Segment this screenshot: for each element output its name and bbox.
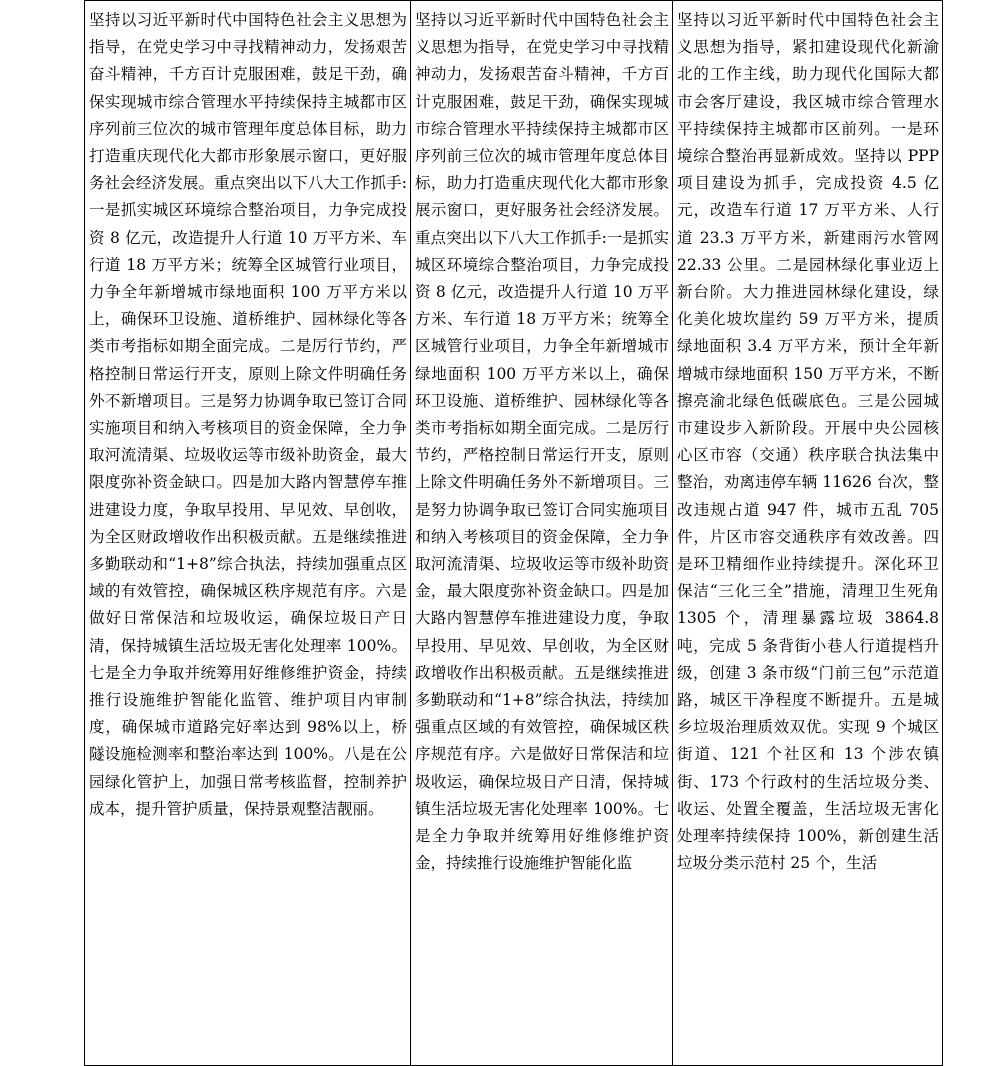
column-cell-3 [673, 1, 943, 1066]
column-cell-2 [411, 1, 673, 1066]
document-table [84, 0, 943, 1066]
column-cell-1 [85, 1, 411, 1066]
column-3-text: 坚持以习近平新时代中国特色社会主义思想为指导，紧扣建设现代化新渝北的工作主线，助力现代化国际大都市会客厅建设，我区城市综合管理水平持续保持主城都市区前列。一是环境综合整治再显新成效。坚持以 PPP 项目建设为抓手，完成投资 4.5 亿元，改造车行道 17 万平方米、人行道 23.3 万平方米，新建雨污水管网 22.33 公里。二是园林绿化事业迈上新台阶。大力推进园林绿化建设，绿化美化坡坎崖约 59 万平方米，提质绿地面积 3.4 万平方米，预计全年新增城市绿地面积 150 万平方米，不断擦亮渝北绿色低碳底色。三是公园城市建设步入新阶段。开展中央公园核心区市容（交通）秩序联合执法集中整治，劝离违停车辆 11626 台次，整改违规占道 947 件，城市五乱 705 件，片区市容交通秩序有效改善。四是环卫精细作业持续提升。深化环卫保洁“三化三全”措施，清理卫生死角 1305 个，清理暴露垃圾 3864.8 吨，完成 5 条背街小巷人行道提档升级，创建 3 条市级“门前三包”示范道路，城区干净程度不断提升。五是城乡垃圾治理质效双优。实现 9 个城区街道、121 个社区和 13 个涉农镇街、173 个行政村的生活垃圾分类、收运、处置全覆盖，生活垃圾无害化处理率持续保持 100%，新创建生活垃圾分类示范村 25 个，生活 [677, 11, 939, 873]
table-row [85, 1, 943, 1066]
column-1-text: 坚持以习近平新时代中国特色社会主义思想为指导，在党史学习中寻找精神动力，发扬艰苦奋斗精神，千方百计克服困难，鼓足干劲，确保实现城市综合管理水平持续保持主城都市区序列前三位次的城市管理年度总体目标，助力打造重庆现代化大都市形象展示窗口，更好服务社会经济发展。重点突出以下八大工作抓手:一是抓实城区环境综合整治项目，力争完成投资 8 亿元，改造提升人行道 10 万平方米、车行道 18 万平方米；统筹全区城管行业项目，力争全年新增城市绿地面积 100 万平方米以上，确保环卫设施、道桥维护、园林绿化等各类市考指标如期全面完成。二是厉行节约，严格控制日常运行开支，原则上除文件明确任务外不新增项目。三是努力协调争取已签订合同实施项目和纳入考核项目的资金保障，全力争取河流清渠、垃圾收运等市级补助资金，最大限度弥补资金缺口。四是加大路内智慧停车推进建设力度，争取早投用、早见效、早创收，为全区财政增收作出积极贡献。五是继续推进多勤联动和“1+8”综合执法，持续加强重点区域的有效管控，确保城区秩序规范有序。六是做好日常保洁和垃圾收运，确保垃圾日产日清，保持城镇生活垃圾无害化处理率 100%。七是全力争取并统筹用好维修维护资金，持续推行设施维护智能化监管、维护项目内审制度，确保城市道路完好率达到 98%以上，桥隧设施检测率和整治率达到 100%。八是在公园绿化管护上，加强日常考核监督，控制养护成本，提升管护质量，保持景观整洁靓丽。 [89, 11, 407, 818]
column-2-text: 坚持以习近平新时代中国特色社会主义思想为指导，在党史学习中寻找精神动力，发扬艰苦奋斗精神，千方百计克服困难，鼓足干劲，确保实现城市综合管理水平持续保持主城都市区序列前三位次的城市管理年度总体目标，助力打造重庆现代化大都市形象展示窗口，更好服务社会经济发展。重点突出以下八大工作抓手:一是抓实城区环境综合整治项目，力争完成投资 8 亿元，改造提升人行道 10 万平方米、车行道 18 万平方米；统筹全区城管行业项目，力争全年新增城市绿地面积 100 万平方米以上，确保环卫设施、道桥维护、园林绿化等各类市考指标如期全面完成。二是厉行节约，严格控制日常运行开支，原则上除文件明确任务外不新增项目。三是努力协调争取已签订合同实施项目和纳入考核项目的资金保障，全力争取河流清渠、垃圾收运等市级补助资金，最大限度弥补资金缺口。四是加大路内智慧停车推进建设力度，争取早投用、早见效、早创收，为全区财政增收作出积极贡献。五是继续推进多勤联动和“1+8”综合执法，持续加强重点区域的有效管控，确保城区秩序规范有序。六是做好日常保洁和垃圾收运，确保垃圾日产日清，保持城镇生活垃圾无害化处理率 100%。七是全力争取并统筹用好维修维护资金，持续推行设施维护智能化监 [415, 11, 669, 873]
